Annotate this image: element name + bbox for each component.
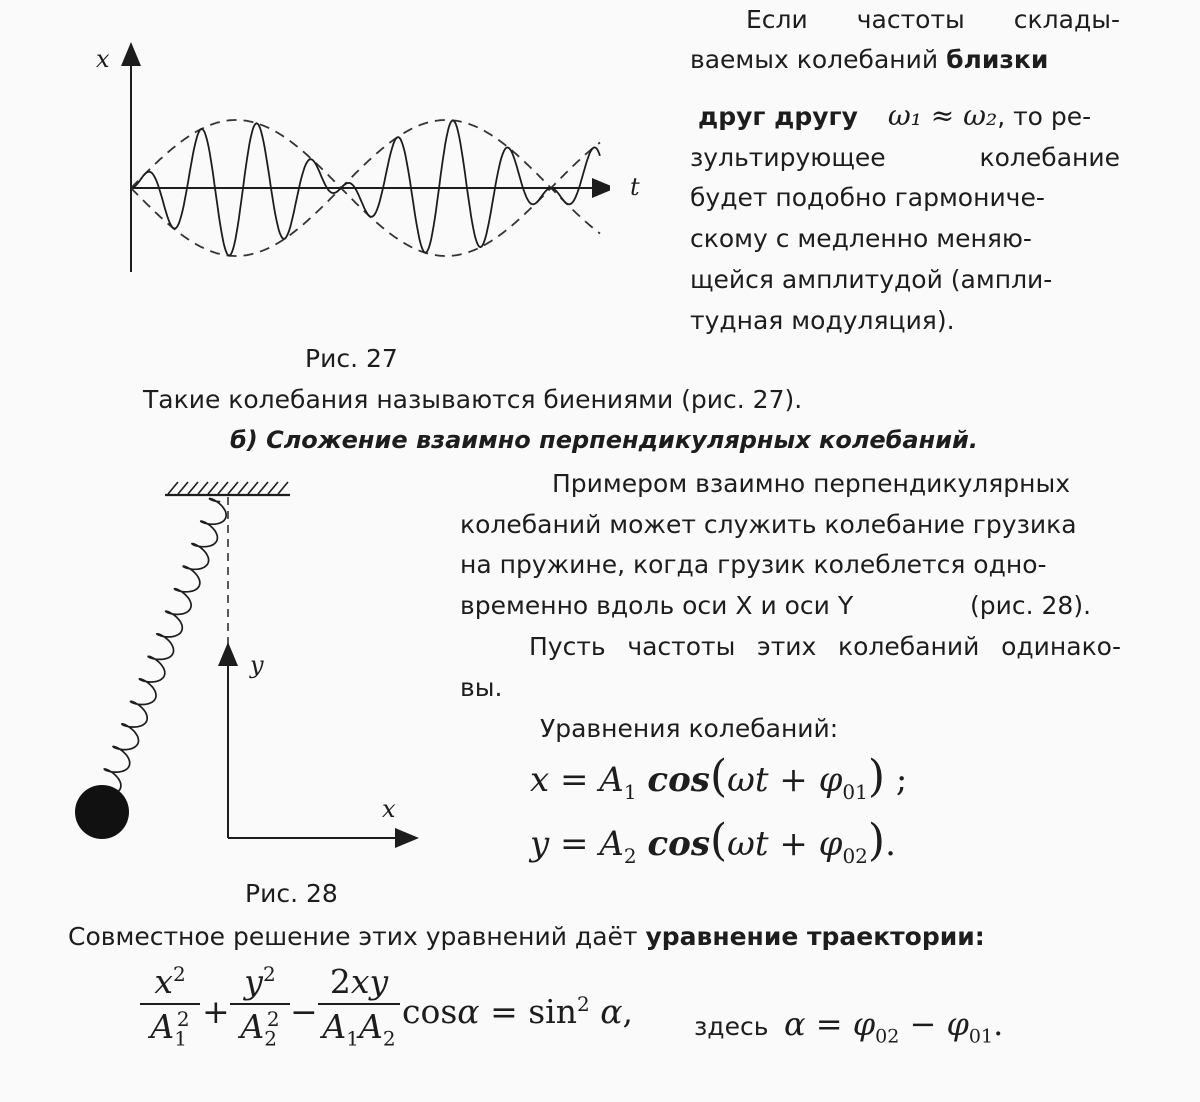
beats-line-2: [690, 45, 1048, 75]
fig28-caption: Рис. 28: [245, 879, 338, 908]
para2-line-1: Пусть частоты этих колебаний одинако-: [529, 632, 1121, 661]
section-b-heading: б) Сложение взаимно перпендикулярных колебаний.: [230, 426, 978, 454]
envelope-lower-dashed: [131, 188, 600, 256]
beats-bold-each-other: друг другу: [698, 102, 858, 131]
trajectory-intro-bold: уравнение траектории:: [645, 922, 985, 951]
ceiling-hatching: [168, 482, 288, 494]
equation-x: $x = A_1$ $\cos(\omega t + \varphi_{01})$ ;: [530, 751, 908, 804]
beats-line-2-text: ваемых колебаний: [690, 45, 947, 74]
trajectory-intro-text: Совместное решение этих уравнений даёт: [68, 922, 646, 951]
beats-line-4: зультирующее колебание: [690, 143, 1120, 172]
fig27-axis-t-label: t: [630, 173, 640, 201]
beats-line-8: тудная модуляция).: [690, 306, 955, 335]
fig27-caption: Рис. 27: [305, 344, 398, 373]
beats-line-1: Если частоты склады-: [746, 5, 1120, 34]
fig28-axis-y-label: y: [250, 651, 264, 679]
para1-line-4: [460, 591, 853, 621]
para1-line-1: Примером взаимно перпендикулярных: [552, 469, 1071, 498]
beats-line-5: будет подобно гармониче-: [690, 183, 1045, 212]
weight-ball: [75, 785, 129, 839]
where-formula: $\alpha = \varphi_{02} - \varphi_{01}$.: [784, 1005, 1004, 1048]
spring-coil: [104, 499, 226, 795]
para1-line-4-text: временно вдоль оси X и оси Y: [460, 591, 854, 620]
para1-line-2: колебаний может служить колебание грузика: [460, 510, 1077, 539]
para2-line-2: вы.: [460, 673, 503, 702]
figure-27-beats-graph: [90, 38, 610, 323]
para1-line-3: на пружине, когда грузик колеблется одно-: [460, 550, 1047, 579]
beats-line-3-tail: , то ре-: [997, 102, 1092, 131]
approx-formula: ω₁ ≈ ω₂: [887, 99, 998, 132]
equation-y: $y = A_2$ $\cos(\omega t + \varphi_{02})$.: [530, 815, 896, 868]
beats-bold-close: близки: [946, 45, 1049, 74]
equations-label: Уравнения колебаний:: [540, 714, 839, 743]
beats-line-7: щейся амплитудой (ампли-: [690, 265, 1053, 294]
figure-28-spring-pendulum: [60, 470, 420, 890]
beats-definition: Такие колебания называются биениями (рис. 27).: [143, 385, 803, 414]
fig27-axis-x-label: x: [96, 45, 110, 73]
beats-line-6: скому с медленно меняю-: [690, 224, 1032, 253]
envelope-upper-dashed: [131, 120, 600, 188]
beats-line-3: [698, 101, 1091, 132]
trajectory-intro: [68, 922, 985, 952]
where-label: здесь: [694, 1012, 769, 1041]
fig28-axis-x-label: x: [382, 795, 396, 823]
para1-fig-ref: (рис. 28).: [970, 591, 1092, 620]
